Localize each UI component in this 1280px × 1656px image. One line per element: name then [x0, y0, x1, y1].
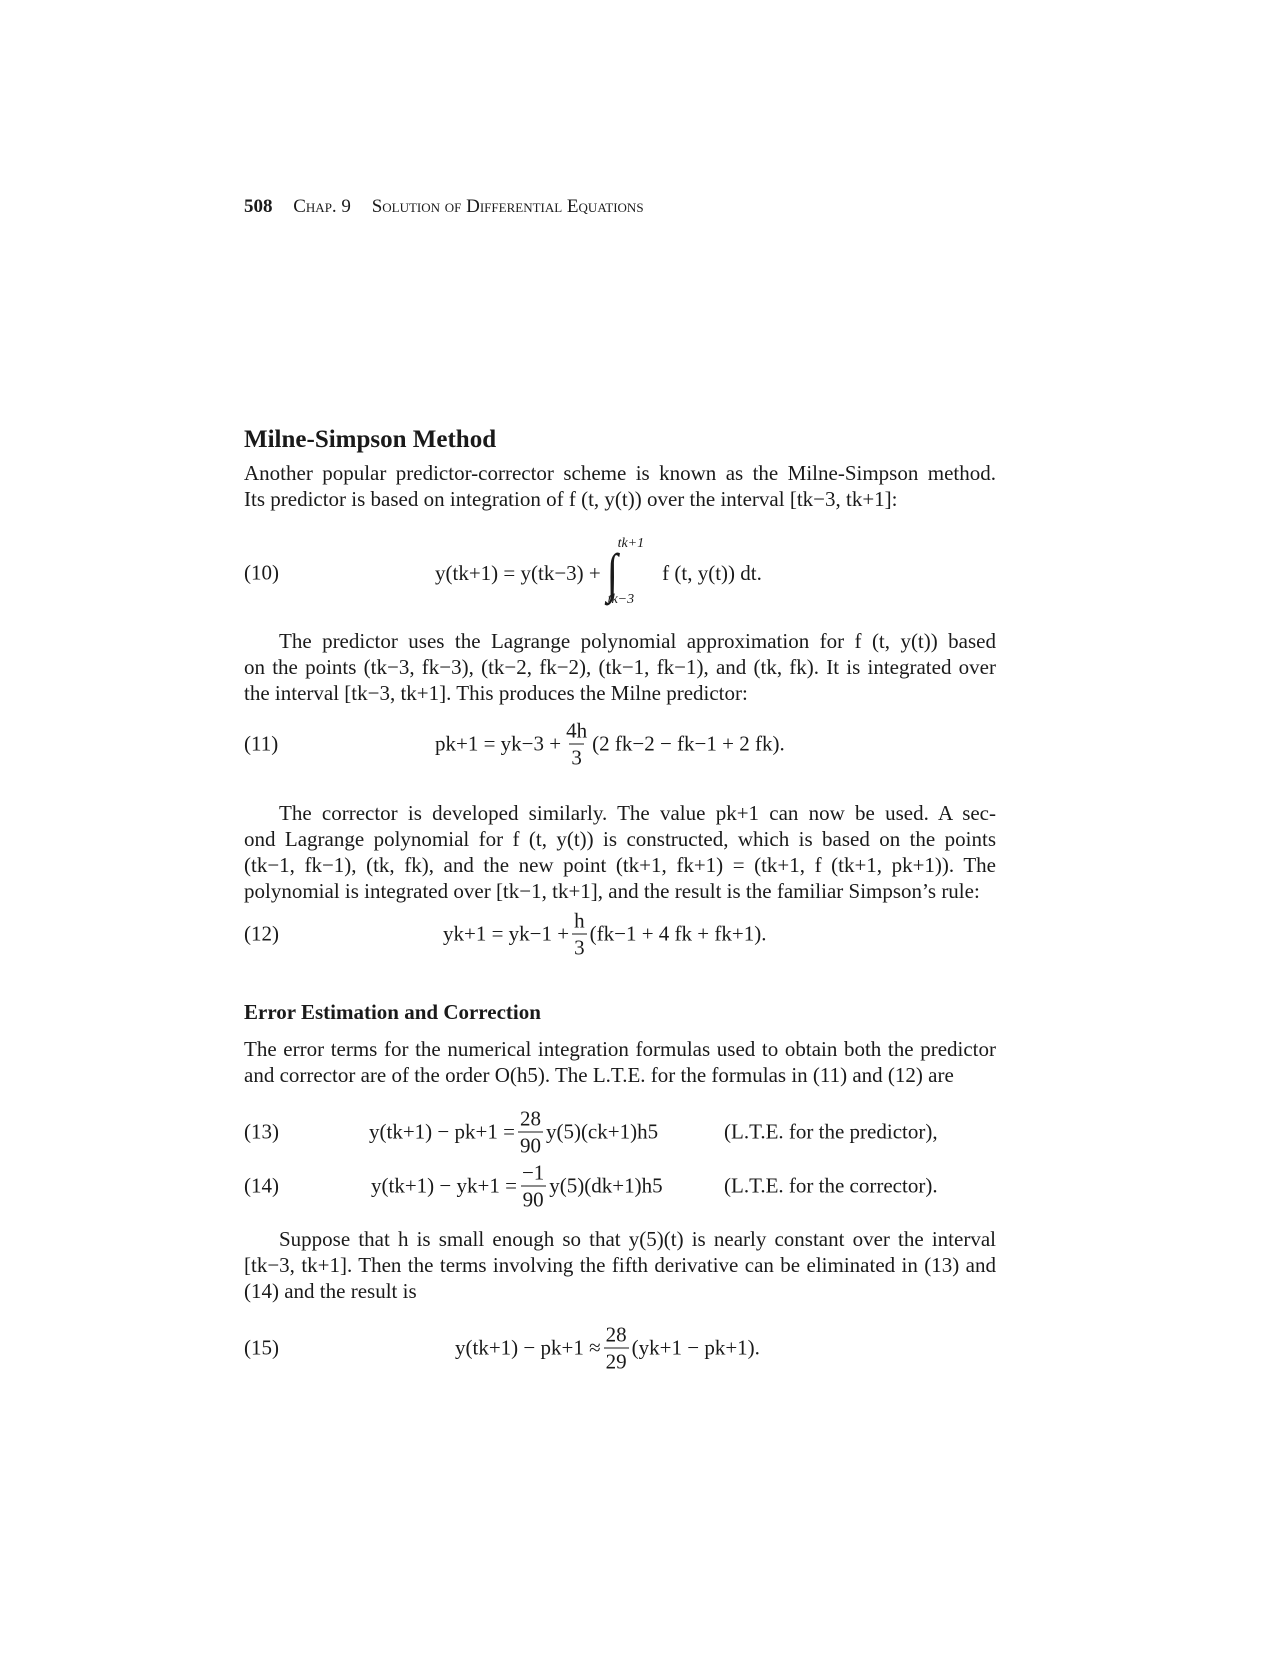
integral-limits	[607, 536, 645, 607]
denominator: 29	[605, 1349, 627, 1374]
numerator: 4h	[566, 718, 588, 743]
equation-body	[435, 536, 762, 607]
lower-limit: tk−3	[607, 592, 635, 607]
integral-sign: ∫	[606, 543, 618, 603]
text-line: Another popular predictor-corrector scheme is known as the Milne-Simpson method.	[244, 461, 996, 485]
equation-lhs: y(tk+1) − pk+1 =	[369, 1119, 515, 1144]
denominator: 3	[571, 745, 582, 770]
equation-number: (15)	[244, 1335, 279, 1360]
equation-number: (10)	[244, 560, 279, 585]
subsection-title: Error Estimation and Correction	[244, 1000, 541, 1024]
equation-body	[435, 719, 785, 770]
numerator: −1	[521, 1160, 545, 1185]
page-number: 508	[244, 196, 273, 217]
equation-14	[244, 1156, 996, 1216]
text-line: and corrector are of the order O(h5). The L.T.E. for the formulas in (11) and (12) are	[244, 1063, 954, 1087]
equation-rhs: (yk+1 − pk+1).	[631, 1335, 760, 1360]
fraction	[572, 909, 587, 960]
equation-body	[369, 1107, 658, 1158]
text-line: Suppose that h is small enough so that y(5)(t) is nearly constant over the interval	[279, 1227, 996, 1251]
equation-11	[244, 714, 996, 774]
equation-lhs: yk+1 = yk−1 +	[443, 921, 570, 946]
equation-body	[371, 1161, 663, 1212]
denominator: 90	[519, 1133, 541, 1158]
chapter-label: Chap. 9	[293, 196, 351, 217]
text-line: polynomial is integrated over [tk−1, tk+1], and the result is the familiar Simpson’s rule:	[244, 879, 980, 903]
equation-10	[244, 538, 996, 608]
equation-number: (14)	[244, 1173, 279, 1198]
intro-paragraph	[244, 460, 996, 512]
equation-number: (13)	[244, 1119, 279, 1144]
denominator: 90	[522, 1187, 544, 1212]
numerator: h	[574, 908, 585, 933]
equation-note: (L.T.E. for the predictor),	[724, 1119, 938, 1144]
denominator: 3	[574, 935, 585, 960]
equation-12	[244, 904, 996, 964]
equation-rhs: (2 fk−2 − fk−1 + 2 fk).	[592, 731, 785, 756]
equation-lhs: y(tk+1) − yk+1 =	[371, 1173, 517, 1198]
fraction	[520, 1161, 546, 1212]
equation-lhs: y(tk+1) − pk+1 ≈	[455, 1335, 601, 1360]
equation-15	[244, 1318, 996, 1378]
suppose-paragraph	[244, 1226, 996, 1304]
predictor-paragraph	[244, 628, 996, 706]
equation-body	[443, 909, 766, 960]
equation-rhs: (fk−1 + 4 fk + fk+1).	[589, 921, 767, 946]
text-line: [tk−3, tk+1]. Then the terms involving the fifth derivative can be eliminated in (13) and	[244, 1253, 996, 1277]
equation-rhs: y(5)(dk+1)h5	[549, 1173, 663, 1198]
numerator: 28	[519, 1106, 541, 1131]
page	[244, 0, 996, 1656]
text-line: (14) and the result is	[244, 1279, 417, 1303]
corrector-paragraph	[244, 800, 996, 904]
equation-note: (L.T.E. for the corrector).	[724, 1173, 938, 1198]
numerator: 28	[605, 1322, 627, 1347]
text-line: The predictor uses the Lagrange polynomial approximation for f (t, y(t)) based	[279, 629, 996, 653]
text-line: on the points (tk−3, fk−3), (tk−2, fk−2), (tk−1, fk−1), and (tk, fk). It is integrated over	[244, 655, 996, 679]
section-title: Milne-Simpson Method	[244, 426, 497, 453]
equation-13	[244, 1102, 996, 1162]
text-line: The error terms for the numerical integration formulas used to obtain both the predictor	[244, 1037, 996, 1061]
fraction	[564, 719, 589, 770]
error-paragraph	[244, 1036, 996, 1088]
text-line: (tk−1, fk−1), (tk, fk), and the new point (tk+1, fk+1) = (tk+1, f (tk+1, pk+1)). The	[244, 853, 996, 877]
equation-rhs: y(5)(ck+1)h5	[545, 1119, 659, 1144]
chapter-title: Solution of Differential Equations	[371, 196, 644, 217]
equation-number: (12)	[244, 921, 279, 946]
integral	[605, 536, 658, 607]
text-line: ond Lagrange polynomial for f (t, y(t)) is constructed, which is based on the points	[244, 827, 996, 851]
equation-lhs: y(tk+1) = y(tk−3) +	[435, 560, 601, 585]
upper-limit: tk+1	[617, 536, 645, 551]
equation-body	[455, 1323, 760, 1374]
equation-number: (11)	[244, 731, 279, 756]
fraction	[604, 1323, 629, 1374]
equation-lhs: pk+1 = yk−3 +	[435, 731, 562, 756]
text-line: Its predictor is based on integration of f (t, y(t)) over the interval [tk−3, tk+1]:	[244, 487, 898, 511]
text-line: The corrector is developed similarly. The value pk+1 can now be used. A sec-	[279, 801, 996, 825]
integrand: f (t, y(t)) dt.	[662, 560, 762, 585]
fraction	[518, 1107, 543, 1158]
text-line: the interval [tk−3, tk+1]. This produces the Milne predictor:	[244, 681, 748, 705]
running-head	[244, 196, 644, 218]
